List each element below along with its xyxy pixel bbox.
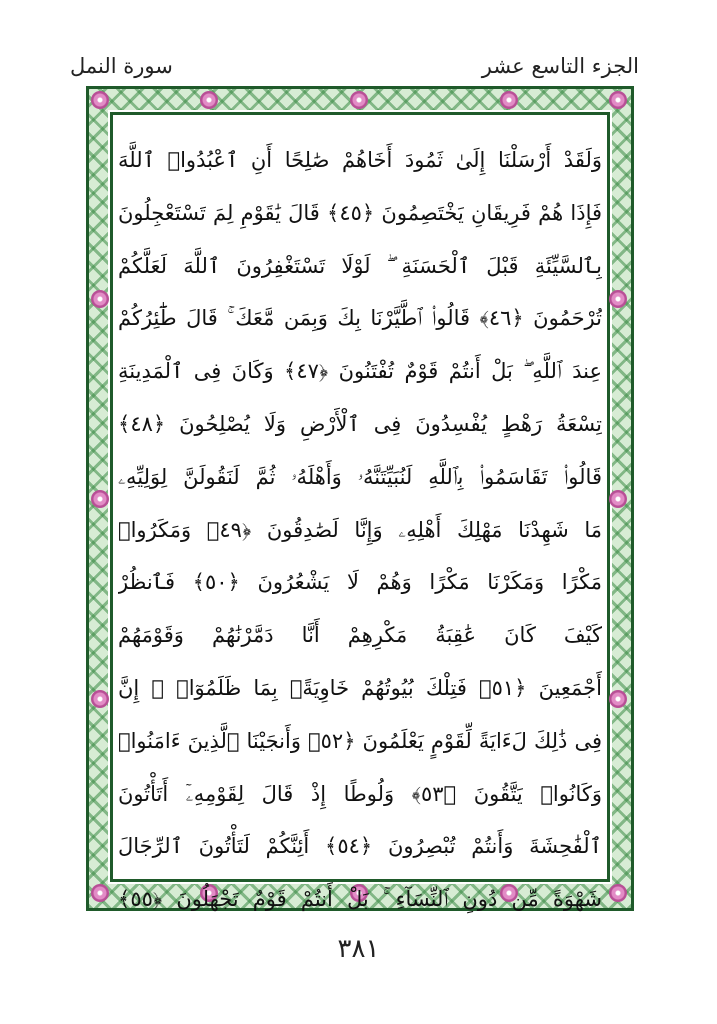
text-line: عِندَ ٱللَّهِ ۖ بَلْ أَنتُمْ قَوْمٌ تُفْتَنُونَ ﴿٤٧﴾ وَكَانَ فِى ٱلْمَدِينَةِ bbox=[118, 359, 602, 384]
text-line: مَكْرًا وَمَكَرْنَا مَكْرًا وَهُمْ لَا يَشْعُرُونَ ﴿٥٠﴾ فَٱنظُرْ bbox=[118, 570, 602, 595]
rosette-icon bbox=[609, 290, 627, 308]
text-line: شَهْوَةً مِّن دُونِ ٱلنِّسَآءِ ۚ بَلْ أَنتُمْ قَوْمٌ تَجْهَلُونَ ﴿٥٥﴾ bbox=[118, 887, 602, 912]
rosette-icon bbox=[91, 884, 109, 902]
text-line: تِسْعَةُ رَهْطٍ يُفْسِدُونَ فِى ٱلْأَرْضِ وَلَا يُصْلِحُونَ ﴿٤٨﴾ bbox=[118, 411, 602, 436]
rosette-icon bbox=[91, 91, 109, 109]
text-line: وَلَقَدْ أَرْسَلْنَا إِلَىٰ ثَمُودَ أَخَاهُمْ صَٰلِحًا أَنِ ٱعْبُدُوا۟ ٱللَّهَ bbox=[118, 148, 602, 172]
rosette-icon bbox=[200, 91, 218, 109]
text-line: ٱلْفَٰحِشَةَ وَأَنتُمْ تُبْصِرُونَ ﴿٥٤﴾ أَئِنَّكُمْ لَتَأْتُونَ ٱلرِّجَالَ bbox=[118, 834, 602, 859]
text-line: فِى ذَٰلِكَ لَءَايَةً لِّقَوْمٍ يَعْلَمُونَ ﴿٥٢﴾ وَأَنجَيْنَا ٱلَّذِينَ ءَامَنُوا۟ bbox=[118, 728, 602, 753]
text-line: كَيْفَ كَانَ عَٰقِبَةُ مَكْرِهِمْ أَنَّا دَمَّرْنَٰهُمْ وَقَوْمَهُمْ bbox=[118, 623, 602, 648]
rosette-icon bbox=[91, 290, 109, 308]
rosette-icon bbox=[350, 91, 368, 109]
rosette-icon bbox=[500, 91, 518, 109]
rosette-icon bbox=[91, 490, 109, 508]
text-line: بِٱلسَّيِّئَةِ قَبْلَ ٱلْحَسَنَةِ ۖ لَوْلَا تَسْتَغْفِرُونَ ٱللَّهَ لَعَلَّكُمْ bbox=[118, 253, 602, 278]
rosette-icon bbox=[91, 690, 109, 708]
verse-text-block bbox=[118, 134, 602, 926]
text-line: أَجْمَعِينَ ﴿٥١﴾ فَتِلْكَ بُيُوتُهُمْ خَاوِيَةًۢ بِمَا ظَلَمُوٓا۟ ۗ إِنَّ bbox=[118, 675, 602, 700]
rosette-icon bbox=[609, 490, 627, 508]
page-number: ٣٨١ bbox=[337, 934, 380, 964]
juz-header: الجزء التاسع عشر bbox=[481, 54, 639, 78]
rosette-icon bbox=[609, 884, 627, 902]
text-line: مَا شَهِدْنَا مَهْلِكَ أَهْلِهِۦ وَإِنَّا لَصَٰدِقُونَ ﴿٤٩﴾ وَمَكَرُوا۟ bbox=[118, 517, 602, 542]
text-line: تُرْحَمُونَ ﴿٤٦﴾ قَالُوا۟ ٱطَّيَّرْنَا بِكَ وَبِمَن مَّعَكَ ۚ قَالَ طَٰٓئِرُكُمْ bbox=[118, 306, 602, 331]
rosette-icon bbox=[609, 91, 627, 109]
surah-name-header: سورة النمل bbox=[70, 54, 173, 78]
text-line: قَالُوا۟ تَقَاسَمُوا۟ بِٱللَّهِ لَنُبَيِّتَنَّهُۥ وَأَهْلَهُۥ ثُمَّ لَنَقُولَنَّ لِوَلِيِّهِۦ bbox=[118, 464, 602, 489]
text-line: وَكَانُوا۟ يَتَّقُونَ ﴿٥٣﴾ وَلُوطًا إِذْ قَالَ لِقَوْمِهِۦٓ أَتَأْتُونَ bbox=[118, 781, 602, 806]
rosette-icon bbox=[609, 690, 627, 708]
text-line: فَإِذَا هُمْ فَرِيقَانِ يَخْتَصِمُونَ ﴿٤٥﴾ قَالَ يَٰقَوْمِ لِمَ تَسْتَعْجِلُونَ bbox=[118, 200, 602, 225]
